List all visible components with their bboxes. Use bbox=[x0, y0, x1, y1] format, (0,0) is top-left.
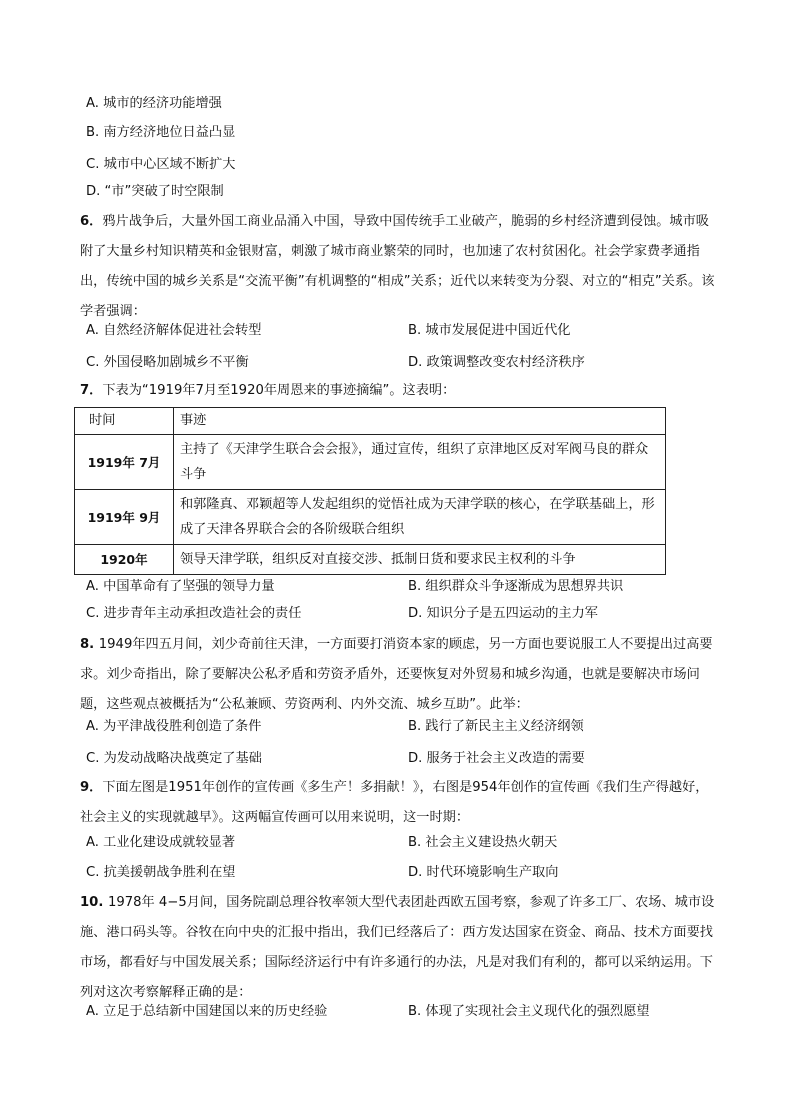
q8-option-d: D. 服务于社会主义改造的需要 bbox=[408, 751, 585, 766]
q5-option-d: D. “市”突破了时空限制 bbox=[86, 184, 224, 199]
q9-option-d: D. 时代环境影响生产取向 bbox=[408, 865, 559, 880]
table-cell-event: 和郭隆真、邓颖超等人发起组织的觉悟社成为天津学联的核心，在学联基础上，形成了天津各界联合会的各阶级联合组织 bbox=[174, 490, 666, 545]
q6-option-b: B. 城市发展促进中国近代化 bbox=[408, 323, 571, 338]
question-9-stem bbox=[80, 773, 720, 833]
q7-option-c: C. 进步青年主动承担改造社会的责任 bbox=[86, 606, 302, 621]
events-table bbox=[74, 407, 666, 575]
q9-option-c: C. 抗美援朝战争胜利在望 bbox=[86, 865, 236, 880]
question-7-stem bbox=[80, 382, 455, 400]
question-10-text: 1978年 4−5月间，国务院副总理谷牧率领大型代表团赴西欧五国考察，参观了许多工厂、农场、城市设施、港口码头等。谷牧在向中央的汇报中指出，我们已经落后了：西方发达国家在资金、商品、技术方面要找市场，都看好与中国发展关系；国际经济运行中有许多通行的办法，凡是对我们有利的，都可以采纳运用。下列对这次考察解释正确的是： bbox=[80, 895, 715, 1000]
q8-option-c: C. 为发动战略决战奠定了基础 bbox=[86, 751, 262, 766]
question-9-number: 9． bbox=[80, 780, 103, 795]
question-7-text: 下表为“1919年7月至1920年周恩来的事迹摘编”。这表明： bbox=[102, 383, 456, 398]
table-cell-event: 主持了《天津学生联合会会报》，通过宣传，组织了京津地区反对军阀马良的群众斗争 bbox=[174, 435, 666, 490]
table-header-events: 事迹 bbox=[174, 408, 666, 435]
q5-option-c: C. 城市中心区域不断扩大 bbox=[86, 157, 236, 172]
question-8-text: 1949年四五月间，刘少奇前往天津，一方面要打消资本家的顾虑，另一方面也要说服工人不要提出过高要求。刘少奇指出，除了要解决公私矛盾和劳资矛盾外，还要恢复对外贸易和城乡沟通，也就是要解决市场问题，这些观点被概括为“公私兼顾、劳资两利、内外交流、城乡互助”。此举： bbox=[80, 637, 713, 712]
q8-option-b: B. 践行了新民主主义经济纲领 bbox=[408, 719, 584, 734]
q9-option-b: B. 社会主义建设热火朝天 bbox=[408, 835, 558, 850]
table-cell-year: 1919年 7月 bbox=[75, 435, 174, 490]
table-header-time: 时间 bbox=[75, 408, 174, 435]
q7-option-d: D. 知识分子是五四运动的主力军 bbox=[408, 606, 598, 621]
question-10-stem bbox=[80, 888, 720, 1008]
question-10-number: 10. bbox=[80, 895, 108, 910]
question-6-stem bbox=[80, 207, 720, 327]
q10-option-b: B. 体现了实现社会主义现代化的强烈愿望 bbox=[408, 1004, 650, 1019]
table-cell-event: 领导天津学联，组织反对直接交涉、抵制日货和要求民主权利的斗争 bbox=[174, 545, 666, 575]
q9-option-a: A. 工业化建设成就较显著 bbox=[86, 835, 236, 850]
q5-option-a: A. 城市的经济功能增强 bbox=[86, 96, 222, 111]
question-6-text: 鸦片战争后，大量外国工商业品涌入中国，导致中国传统手工业破产，脆弱的乡村经济遭到侵蚀。城市吸附了大量乡村知识精英和金银财富，刺激了城市商业繁荣的同时，也加速了农村贫困化。社会学家费孝通指出，传统中国的城乡关系是“交流平衡”有机调整的“相成”关系；近代以来转变为分裂、对立的“相克”关系。该学者强调： bbox=[80, 214, 715, 319]
q10-option-a: A. 立足于总结新中国建国以来的历史经验 bbox=[86, 1004, 328, 1019]
table-row bbox=[75, 545, 666, 575]
table-row bbox=[75, 490, 666, 545]
q5-option-b: B. 南方经济地位日益凸显 bbox=[86, 125, 236, 140]
q6-option-a: A. 自然经济解体促进社会转型 bbox=[86, 323, 262, 338]
q6-option-d: D. 政策调整改变农村经济秩序 bbox=[408, 355, 585, 370]
question-8-stem bbox=[80, 630, 720, 720]
q8-option-a: A. 为平津战役胜利创造了条件 bbox=[86, 719, 262, 734]
table-cell-year: 1920年 bbox=[75, 545, 174, 575]
table-cell-year: 1919年 9月 bbox=[75, 490, 174, 545]
q6-option-c: C. 外国侵略加剧城乡不平衡 bbox=[86, 355, 249, 370]
question-8-number: 8. bbox=[80, 637, 99, 652]
question-7-number: 7． bbox=[80, 383, 103, 398]
question-6-number: 6． bbox=[80, 214, 103, 229]
q7-option-a: A. 中国革命有了坚强的领导力量 bbox=[86, 579, 275, 594]
question-9-text: 下面左图是1951年创作的宣传画《多生产！多捐献！》，右图是954年创作的宣传画《我们生产得越好，社会主义的实现就越早》。这两幅宣传画可以用来说明，这一时期： bbox=[80, 780, 709, 825]
q7-option-b: B. 组织群众斗争逐渐成为思想界共识 bbox=[408, 579, 624, 594]
table-row bbox=[75, 435, 666, 490]
table-header-row bbox=[75, 408, 666, 435]
